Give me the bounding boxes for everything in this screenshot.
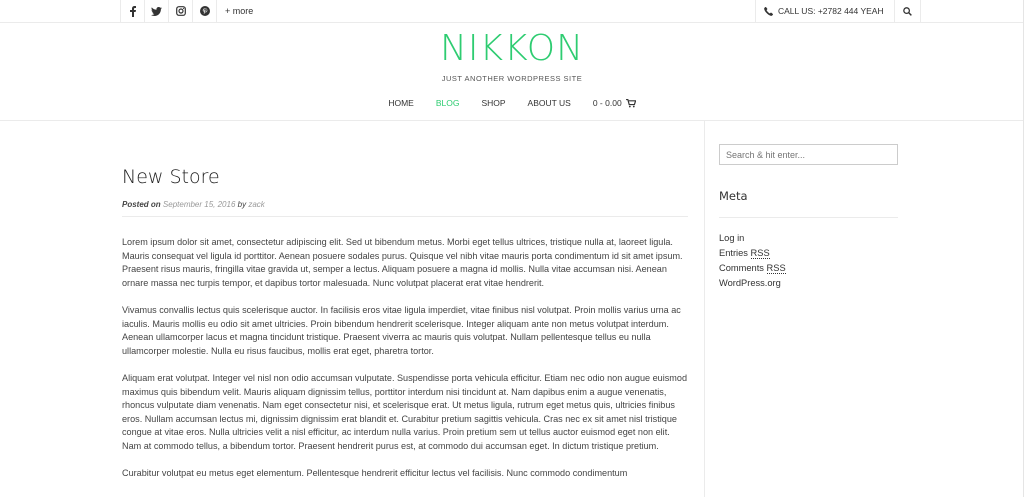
comments-rss-prefix: Comments: [719, 263, 767, 273]
nav-cart[interactable]: [582, 97, 647, 109]
twitter-icon[interactable]: [145, 0, 169, 22]
posted-on-label: Posted on: [122, 200, 161, 209]
meta-widget-divider: [719, 217, 898, 218]
post-author-link[interactable]: zack: [248, 200, 265, 209]
main-navigation: [0, 97, 1024, 109]
social-more-link[interactable]: + more: [225, 6, 254, 16]
nav-item-home[interactable]: HOME: [388, 98, 414, 108]
post-content: [122, 236, 688, 494]
nav-item-about-us[interactable]: ABOUT US: [527, 98, 571, 108]
nav-item-blog[interactable]: BLOG: [435, 98, 460, 108]
entries-rss-abbr: RSS: [750, 248, 770, 258]
shopping-cart-icon: [626, 99, 636, 108]
search-icon: [903, 7, 912, 16]
contact-area: [755, 0, 921, 22]
meta-link-comments-rss[interactable]: [719, 263, 786, 274]
instagram-icon[interactable]: [169, 0, 193, 22]
meta-link-wordpress-org[interactable]: WordPress.org: [719, 278, 781, 288]
site-tagline: JUST ANOTHER WORDPRESS SITE: [441, 74, 583, 83]
pinterest-icon[interactable]: [193, 0, 217, 22]
phone-contact: [756, 0, 895, 22]
nav-item-shop[interactable]: SHOP: [481, 98, 506, 108]
post-date-link[interactable]: September 15, 2016: [162, 200, 236, 209]
site-logo[interactable]: NIKKON: [439, 28, 585, 69]
post-meta-divider: [122, 216, 688, 217]
cart-total: 0 - 0.00: [592, 98, 622, 108]
facebook-icon[interactable]: [121, 0, 145, 22]
search-toggle-button[interactable]: [895, 0, 921, 22]
by-label: by: [237, 200, 247, 209]
post-meta: [122, 200, 265, 209]
post-paragraph: Vivamus convallis lectus quis scelerisque auctor. In facilisis eros vitae ligula imperdiet, vitae finibus nisl volutpat. Proin mollis varius urna ac iaculis. Mauris mollis eu odio sit amet ultricies. Proin bibendum hendrerit scelerisque. Integer aliquam ante non metus volutpat interdum. Aenean ullamcorper lacus et magna tincidunt tristique. Praesent viverra ac mauris quis volutpat. Nullam pellentesque tellus eu nulla ullamcorper molestie. Nulla eu risus faucibus, mollis erat eget, pharetra tortor.: [122, 304, 681, 356]
post-title: New Store: [122, 166, 220, 188]
meta-link-entries-rss[interactable]: [719, 248, 770, 259]
meta-link-log-in[interactable]: Log in: [719, 233, 745, 243]
post-paragraph: Lorem ipsum dolor sit amet, consectetur adipiscing elit. Sed ut bibendum metus. Morbi eget tellus ultrices, tristique nulla at, laoreet ligula. Mauris consequat vel ligula id porttitor. Aenean posuere sodales purus. Quisque vel nibh vitae mauris porta condimentum id sit amet ipsum. Praesent risus mauris, fringilla vitae gravida ut, semper a lectus. Aliquam posuere a magna id mollis. Nulla vitae accumsan nisi. Aenean ornare massa nec turpis tempor, et dapibus tortor malesuada. Nunc volutpat placerat erat vitae hendrerit.: [122, 237, 683, 288]
phone-icon: [764, 7, 773, 16]
meta-widget-title: Meta: [719, 189, 748, 203]
post-paragraph: Aliquam erat volutpat. Integer vel nisl non odio accumsan vulputate. Suspendisse porta vehicula efficitur. Etiam nec odio non augue euismod maximus quis bibendum velit. Mauris aliquam dignissim tellus, porttitor interdum nisi tincidunt at. Nam dapibus enim a augue venenatis, rhoncus vulputate diam venenatis. Nam eget consectetur nisi, et scelerisque erat. Ut metus ligula, rutrum eget metus quis, ultricies finibus eros. Nullam accumsan lectus mi, dignissim dignissim erat blandit et. Curabitur pretium sagittis vehicula. Cras nec ex sit amet nisl tristique congue at vitae eros. Nulla ultricies velit a nisl efficitur, ac interdum nulla varius. Proin pretium sem ut tellus auctor euismod eget non elit. Nam at commodo tellus, a bibendum tortor. Praesent hendrerit purus est, at commodo dui accumsan eget. In dictum tristique pretium.: [122, 372, 687, 451]
social-links: [120, 0, 261, 22]
entries-rss-prefix: Entries: [719, 248, 751, 258]
sidebar-divider: [704, 121, 705, 497]
post-paragraph: Curabitur volutpat eu metus eget elementum. Pellentesque hendrerit efficitur lectus vel facilisis. Nunc commodo condimentum: [122, 468, 628, 479]
phone-text: CALL US: +2782 444 YEAH: [778, 6, 884, 16]
top-bar: [0, 0, 1024, 23]
sidebar-search-input[interactable]: [719, 144, 898, 165]
header-divider: [0, 120, 1024, 121]
meta-widget-list: [719, 231, 786, 291]
comments-rss-abbr: RSS: [766, 263, 786, 273]
